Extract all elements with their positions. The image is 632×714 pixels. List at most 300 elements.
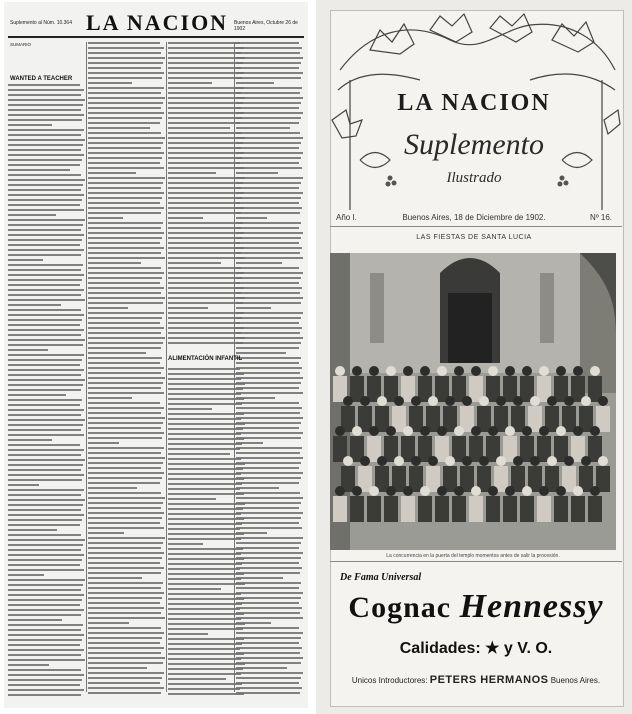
text-line: [8, 114, 84, 116]
text-line: [168, 488, 240, 490]
text-line: [236, 492, 300, 494]
text-line: [88, 662, 163, 664]
supplement-line: Suplemento al Núm. 10.364: [10, 20, 72, 26]
text-line: [88, 407, 164, 409]
text-line: [88, 447, 164, 449]
text-line: [8, 234, 84, 236]
text-line: [88, 452, 161, 454]
text-line: [168, 302, 243, 304]
crowd-figure-head: [386, 426, 396, 436]
text-line: [8, 164, 80, 166]
crowd-figure-head: [369, 366, 379, 376]
text-line: [88, 642, 160, 644]
text-line: [8, 604, 80, 606]
text-line: [8, 614, 81, 616]
text-line: [8, 324, 80, 326]
crowd-figure-head: [471, 366, 481, 376]
text-line: [236, 262, 282, 264]
text-line: [236, 52, 300, 54]
crowd-figure-head: [598, 396, 608, 406]
text-line: [236, 247, 302, 249]
text-line: [168, 383, 245, 385]
text-line: [8, 369, 84, 371]
crowd-figure-body: [384, 496, 398, 522]
text-line: [8, 634, 84, 636]
text-line: [168, 543, 203, 545]
text-line: [88, 247, 164, 249]
text-line: [168, 468, 243, 470]
text-line: [88, 317, 162, 319]
text-line: [8, 429, 81, 431]
ad-hennessy-word: Hennessy: [459, 588, 604, 625]
text-line: [8, 204, 80, 206]
text-line: [88, 627, 161, 629]
text-line: [8, 249, 84, 251]
text-line: [236, 172, 278, 174]
text-line: [168, 578, 241, 580]
text-line: [88, 362, 160, 364]
text-line: [168, 653, 244, 655]
text-line: [168, 127, 230, 129]
text-line: [168, 628, 243, 630]
cover-masthead-title: LA NACION: [397, 90, 551, 116]
text-line: [8, 224, 83, 226]
text-line: [8, 424, 83, 426]
text-line: [236, 592, 303, 594]
text-line: [8, 289, 84, 291]
text-column-3: [168, 42, 246, 350]
text-line: [88, 152, 164, 154]
text-line: [168, 408, 212, 410]
text-line: [236, 447, 302, 449]
crowd-figure-head: [445, 396, 455, 406]
text-line: [168, 368, 240, 370]
text-line: [8, 624, 83, 626]
text-line: [236, 542, 301, 544]
text-line: [168, 297, 245, 299]
crowd-figure-head: [403, 486, 413, 496]
text-line: [8, 589, 81, 591]
crowd-figure-head: [471, 426, 481, 436]
text-line: [168, 573, 244, 575]
text-line: [88, 347, 161, 349]
text-line: [8, 89, 84, 91]
text-line: [88, 532, 124, 534]
text-line: [236, 192, 303, 194]
text-line: [88, 222, 163, 224]
text-line: [168, 518, 244, 520]
text-line: [8, 639, 82, 641]
text-line: [168, 478, 244, 480]
text-line: [88, 142, 163, 144]
crowd-figure-head: [462, 396, 472, 406]
text-line: [236, 217, 267, 219]
text-line: [88, 97, 165, 99]
text-line: [8, 304, 61, 306]
text-line: [8, 124, 52, 126]
text-line: [168, 97, 245, 99]
text-line: [168, 403, 242, 405]
crowd-figure-head: [539, 426, 549, 436]
text-line: [236, 387, 299, 389]
text-line: [236, 57, 303, 59]
text-line: [88, 527, 164, 529]
text-line: [88, 682, 160, 684]
text-line: [236, 637, 301, 639]
crowd-figure-head: [505, 486, 515, 496]
text-line: [236, 277, 301, 279]
text-line: [88, 92, 161, 94]
text-line: [236, 352, 286, 354]
text-line: [8, 509, 81, 511]
text-line: [236, 547, 299, 549]
text-line: [88, 257, 165, 259]
text-line: [236, 407, 302, 409]
text-line: [236, 77, 301, 79]
text-line: [168, 282, 240, 284]
text-line: [236, 47, 302, 49]
text-line: [236, 377, 303, 379]
text-line: [236, 682, 299, 684]
text-line: [88, 52, 161, 54]
text-line: [236, 187, 299, 189]
text-line: [236, 457, 303, 459]
text-line: [168, 648, 240, 650]
crowd-figure-head: [420, 366, 430, 376]
text-line: [168, 342, 243, 344]
text-line: [8, 474, 84, 476]
text-line: [236, 672, 303, 674]
text-line: [88, 567, 164, 569]
text-line: [8, 319, 82, 321]
text-line: [88, 297, 165, 299]
crowd-figure-head: [360, 396, 370, 406]
text-line: [168, 162, 240, 164]
text-line: [8, 569, 84, 571]
crowd-figure-head: [369, 486, 379, 496]
text-line: [168, 413, 244, 415]
text-line: [168, 312, 244, 314]
headline-alimentacion: ALIMENTACIÓN INFANTIL: [168, 356, 243, 362]
text-line: [236, 197, 301, 199]
text-line: [8, 664, 49, 666]
text-line: [236, 487, 279, 489]
crowd-figure-body: [350, 496, 364, 522]
text-line: [168, 47, 244, 49]
left-page-paper: [4, 2, 308, 708]
text-line: [8, 584, 83, 586]
text-line: [88, 612, 161, 614]
text-line: [236, 347, 299, 349]
text-line: [8, 169, 70, 171]
text-line: [168, 57, 245, 59]
text-line: [236, 617, 303, 619]
text-line: [236, 92, 300, 94]
text-line: [88, 417, 165, 419]
text-line: [88, 137, 165, 139]
text-line: [8, 299, 85, 301]
text-line: [236, 427, 299, 429]
text-line: [236, 587, 299, 589]
text-line: [168, 568, 240, 570]
text-line: [236, 97, 303, 99]
crowd-figure-head: [539, 366, 549, 376]
left-masthead: [4, 6, 308, 36]
text-line: [88, 302, 163, 304]
text-line: [236, 652, 300, 654]
crowd-figure-head: [420, 426, 430, 436]
crowd-figure-head: [488, 366, 498, 376]
crowd-figure-body: [452, 496, 466, 522]
crowd-figure-head: [428, 456, 438, 466]
text-line: [8, 259, 43, 261]
column-rule: [166, 42, 167, 692]
text-line: [8, 264, 83, 266]
text-line: [236, 567, 302, 569]
text-line: [168, 252, 241, 254]
text-line: [236, 307, 271, 309]
text-line: [168, 563, 242, 565]
text-line: [8, 329, 84, 331]
text-line: [236, 272, 303, 274]
text-line: [168, 678, 226, 680]
text-line: [168, 443, 242, 445]
text-line: [236, 152, 303, 154]
text-line: [168, 257, 245, 259]
text-line: [88, 647, 164, 649]
text-line: [236, 67, 299, 69]
crowd-figure-head: [573, 426, 583, 436]
text-line: [8, 244, 80, 246]
text-line: [8, 239, 82, 241]
crowd-figure-head: [352, 486, 362, 496]
text-line: [8, 459, 85, 461]
crowd-figure-head: [556, 426, 566, 436]
cover-ilustrado-script: Ilustrado: [446, 170, 502, 186]
text-line: [88, 177, 165, 179]
text-line: [168, 227, 241, 229]
text-line: [88, 562, 160, 564]
text-line: [168, 388, 243, 390]
crowd-figure-head: [556, 366, 566, 376]
text-line: [236, 107, 299, 109]
text-line: [8, 199, 82, 201]
text-line: [8, 484, 39, 486]
text-line: [8, 529, 57, 531]
text-line: [8, 149, 81, 151]
text-line: [88, 252, 161, 254]
text-line: [88, 462, 163, 464]
text-line: [236, 142, 301, 144]
text-line: [168, 337, 245, 339]
text-line: [88, 107, 161, 109]
text-line: [88, 62, 163, 64]
text-line: [8, 524, 80, 526]
text-line: [8, 654, 81, 656]
text-line: [236, 332, 300, 334]
text-line: [236, 242, 299, 244]
text-line: [88, 542, 163, 544]
crowd-figure-head: [547, 396, 557, 406]
text-line: [236, 342, 301, 344]
text-line: [88, 402, 160, 404]
crowd-figure-head: [513, 396, 523, 406]
text-line: [8, 274, 84, 276]
text-line: [88, 457, 165, 459]
crowd-figure-body: [367, 496, 381, 522]
text-column-2: [88, 42, 166, 700]
crowd-figure-head: [454, 426, 464, 436]
left-newspaper-page: [0, 0, 312, 714]
text-line: [8, 209, 84, 211]
text-line: [88, 597, 162, 599]
text-line: [236, 422, 301, 424]
text-line: [88, 212, 161, 214]
text-line: [168, 267, 241, 269]
text-line: [168, 618, 241, 620]
text-line: [236, 132, 300, 134]
text-line: [88, 77, 162, 79]
text-line: [168, 247, 244, 249]
text-line: [168, 553, 241, 555]
text-line: [8, 349, 48, 351]
text-line: [8, 134, 81, 136]
text-line: [88, 122, 160, 124]
text-line: [236, 357, 301, 359]
crowd-figure-head: [420, 486, 430, 496]
text-line: [88, 312, 164, 314]
text-line: [8, 559, 82, 561]
text-line: [8, 609, 84, 611]
text-line: [8, 669, 81, 671]
crowd-figure-head: [437, 486, 447, 496]
text-line: [8, 389, 81, 391]
text-line: [88, 82, 132, 84]
text-line: [236, 417, 303, 419]
crowd-figure-head: [488, 426, 498, 436]
text-line: [168, 112, 244, 114]
text-line: [88, 477, 162, 479]
text-line: [168, 623, 245, 625]
text-line: [168, 638, 244, 640]
text-line: [88, 652, 161, 654]
text-line: [8, 154, 84, 156]
text-line: [236, 367, 302, 369]
text-line: [168, 643, 242, 645]
text-line: [88, 472, 164, 474]
text-line: [236, 327, 302, 329]
text-line: [236, 362, 299, 364]
crowd-figure-head: [513, 456, 523, 466]
text-line: [8, 119, 82, 121]
text-line: [88, 382, 163, 384]
text-line: [236, 237, 301, 239]
text-line: [88, 687, 164, 689]
text-line: [168, 418, 241, 420]
crowd-figure-head: [505, 366, 515, 376]
text-line: [8, 479, 82, 481]
crowd-figure-head: [335, 486, 345, 496]
text-line: [88, 132, 161, 134]
text-line: [236, 87, 302, 89]
text-line: [88, 342, 163, 344]
text-line: [236, 647, 302, 649]
text-line: [8, 269, 81, 271]
text-line: [8, 439, 52, 441]
text-line: [8, 554, 84, 556]
ad-cognac-hennessy: [330, 588, 622, 626]
text-line: [236, 222, 301, 224]
text-line: [168, 663, 245, 665]
text-column-4: [236, 42, 304, 700]
text-line: [236, 232, 303, 234]
crowd-figure-head: [394, 396, 404, 406]
text-line: [236, 372, 300, 374]
text-column-3-lower: [168, 368, 246, 700]
crowd-figure-head: [539, 486, 549, 496]
text-line: [236, 462, 301, 464]
crowd-figure-head: [352, 366, 362, 376]
text-line: [236, 317, 301, 319]
text-line: [168, 453, 230, 455]
crowd-figure-body: [571, 496, 585, 522]
text-line: [88, 292, 161, 294]
text-line: [168, 463, 245, 465]
crowd-figure-body: [333, 496, 347, 522]
text-line: [236, 147, 299, 149]
crowd-figure-head: [564, 396, 574, 406]
text-line: [236, 477, 301, 479]
crowd-figure-head: [394, 456, 404, 466]
ad-peters-hermanos: PETERS HERMANOS: [429, 674, 549, 686]
text-line: [88, 197, 162, 199]
text-line: [168, 608, 240, 610]
text-line: [88, 202, 160, 204]
crowd-figure-head: [590, 426, 600, 436]
text-line: [168, 473, 241, 475]
text-line: [8, 564, 80, 566]
text-line: [168, 332, 241, 334]
text-line: [88, 217, 123, 219]
issue-date: Buenos Aires, 18 de Diciembre de 1902.: [402, 213, 546, 222]
text-line: [168, 613, 244, 615]
text-line: [168, 658, 241, 660]
sumario-label: SUMARIO: [10, 42, 32, 47]
text-line: [88, 47, 164, 49]
text-line: [236, 527, 302, 529]
text-line: [88, 287, 164, 289]
masthead-rule: [8, 36, 304, 38]
text-line: [8, 534, 81, 536]
text-line: [168, 693, 244, 695]
text-line: [236, 482, 299, 484]
text-line: [88, 572, 161, 574]
text-line: [88, 502, 163, 504]
text-line: [88, 617, 165, 619]
text-line: [88, 377, 165, 379]
text-line: [168, 222, 243, 224]
text-line: [8, 399, 82, 401]
crowd-figure-head: [437, 366, 447, 376]
text-line: [236, 612, 300, 614]
crowd-figure-head: [454, 486, 464, 496]
crowd-figure-head: [386, 366, 396, 376]
text-line: [8, 684, 80, 686]
text-line: [88, 442, 119, 444]
text-column-1: [8, 84, 86, 700]
crowd-figure-body: [537, 496, 551, 522]
text-line: [168, 52, 241, 54]
